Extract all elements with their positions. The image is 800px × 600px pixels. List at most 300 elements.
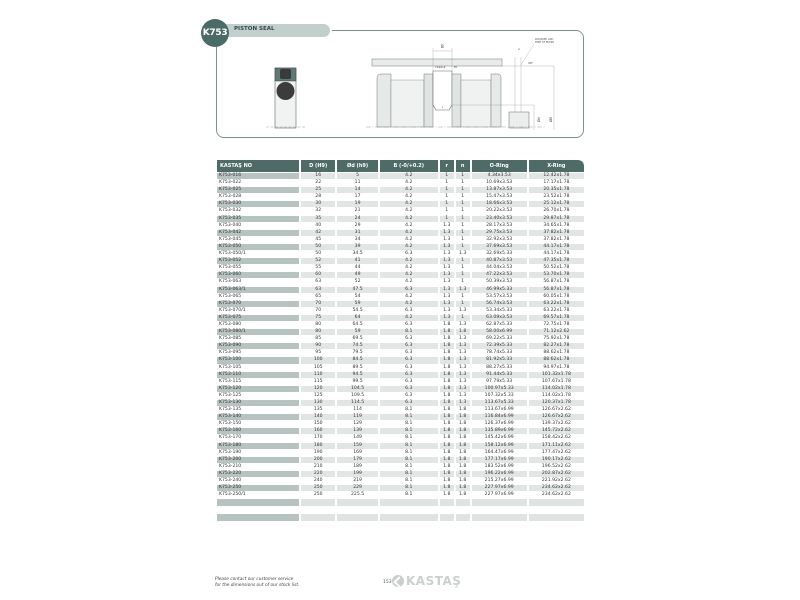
table-cell: 4.2 [380, 279, 438, 285]
table-cell: 1 [456, 194, 470, 200]
table-cell: 6.3 [380, 336, 438, 342]
table-cell: 53.34x5.33 [472, 308, 527, 314]
table-cell: 6.3 [380, 251, 438, 257]
table-cell: 65 [301, 294, 335, 300]
table-cell: K753-170 [217, 435, 299, 441]
table-cell: 69.22x5.33 [472, 336, 527, 342]
table-cell: 95 [301, 350, 335, 356]
table-cell: 1.8 [440, 400, 454, 406]
table-cell: 196.52x2.62 [529, 464, 584, 470]
table-cell: 109.5 [337, 393, 377, 399]
table-cell: 1.3 [440, 237, 454, 243]
table-cell: 202.87x2.62 [529, 471, 584, 477]
table-cell: 4.2 [380, 180, 438, 186]
table-row [217, 443, 584, 449]
table-cell: 250 [301, 492, 335, 498]
table-cell: 1.8 [440, 393, 454, 399]
empty-cell [440, 514, 454, 521]
table-cell: 31 [337, 230, 377, 236]
table-row [217, 230, 584, 236]
table-cell: 1.3 [440, 223, 454, 229]
table-cell: 107.67x1.78 [529, 379, 584, 385]
table-cell: 6.3 [380, 343, 438, 349]
table-cell: 91.44x5.33 [472, 372, 527, 378]
table-cell: K753-035 [217, 216, 299, 222]
table-cell: 39 [337, 244, 377, 250]
table-cell: 1.3 [440, 244, 454, 250]
table-cell: 135.89x6.99 [472, 428, 527, 434]
table-row [217, 315, 584, 321]
table-cell: 22 [301, 180, 335, 186]
table-cell: 100 [301, 357, 335, 363]
table-cell: 63 [301, 287, 335, 293]
table-cell: 20.35x1.78 [529, 187, 584, 193]
table-row [217, 251, 584, 257]
table-cell: 99.5 [337, 379, 377, 385]
table-cell: 135 [301, 407, 335, 413]
table-cell: 104.5 [337, 386, 377, 392]
table-cell: 60.05x1.78 [529, 294, 584, 300]
col-b: B (-0/+0.2) [380, 160, 438, 172]
table-cell: 29 [337, 223, 377, 229]
table-cell: K753-022 [217, 180, 299, 186]
table-cell: 1.8 [440, 428, 454, 434]
table-cell: 59 [337, 329, 377, 335]
table-cell: 1.8 [456, 414, 470, 420]
table-cell: 82.27x1.78 [529, 343, 584, 349]
table-cell: 1.8 [440, 464, 454, 470]
table-cell: K753-075 [217, 315, 299, 321]
table-cell: 1.8 [440, 350, 454, 356]
table-cell: K753-050/1 [217, 251, 299, 257]
table-cell: 129 [337, 421, 377, 427]
table-cell: 28 [301, 194, 335, 200]
table-cell: 1.3 [456, 287, 470, 293]
table-cell: 1.8 [440, 329, 454, 335]
table-cell: 8.1 [380, 457, 438, 463]
table-cell: K753-032 [217, 208, 299, 214]
col-kastas-no: KASTAŞ NO [217, 160, 299, 172]
footer-note [215, 577, 299, 589]
col-n: n [456, 160, 470, 172]
spacer-row [217, 507, 584, 514]
table-cell: 6.3 [380, 322, 438, 328]
table-cell: 53.57x3.53 [472, 294, 527, 300]
table-cell: 69.57x1.78 [529, 315, 584, 321]
table-cell: 1.8 [440, 471, 454, 477]
table-cell: 32.92x3.53 [472, 237, 527, 243]
table-cell: 1.8 [440, 322, 454, 328]
title-bar [222, 24, 330, 37]
table-cell: 1.3 [440, 294, 454, 300]
table-cell: 200 [301, 457, 335, 463]
table-cell: 21 [337, 208, 377, 214]
table-cell: 1.3 [440, 315, 454, 321]
table-cell: 70 [301, 308, 335, 314]
table-cell: K753-065 [217, 294, 299, 300]
table-cell: 45 [301, 237, 335, 243]
table-cell: 34.65x1.78 [529, 223, 584, 229]
table-cell: 6.3 [380, 393, 438, 399]
empty-cell [456, 514, 470, 521]
table-cell: K753-180 [217, 443, 299, 449]
table-cell: 1.3 [456, 386, 470, 392]
table-cell: 23.52x1.78 [529, 194, 584, 200]
table-cell: 1.8 [456, 421, 470, 427]
table-cell: 4.2 [380, 216, 438, 222]
table-cell: 12.42x1.78 [529, 173, 584, 179]
table-cell: 139.37x2.62 [529, 421, 584, 427]
table-cell: 17.17x1.78 [529, 180, 584, 186]
table-cell: 100.97x5.33 [472, 386, 527, 392]
table-cell: 1.8 [440, 435, 454, 441]
table-cell: 180 [301, 443, 335, 449]
table-cell: 234.62x2.62 [529, 485, 584, 491]
table-cell: 234.62x2.62 [529, 492, 584, 498]
table-cell: 215.27x6.99 [472, 478, 527, 484]
table-cell: 8.1 [380, 414, 438, 420]
table-cell: 74.5 [337, 343, 377, 349]
table-row [217, 464, 584, 470]
table-row [217, 223, 584, 229]
table-cell: 44.17x1.78 [529, 251, 584, 257]
table-cell: 114 [337, 407, 377, 413]
table-cell: 1 [456, 180, 470, 186]
table-cell: K753-080/1 [217, 329, 299, 335]
table-cell: 4.2 [380, 315, 438, 321]
table-cell: 28.17x3.53 [472, 223, 527, 229]
table-row [217, 357, 584, 363]
table-cell: 4.34x3.53 [472, 173, 527, 179]
empty-cell [301, 499, 335, 506]
table-cell: 1.8 [440, 357, 454, 363]
table-cell: 1.3 [456, 357, 470, 363]
table-cell: 150 [301, 421, 335, 427]
table-cell: 8.1 [380, 471, 438, 477]
table-cell: 75 [301, 315, 335, 321]
col-oring: O-Ring [472, 160, 527, 172]
table-cell: 6.3 [380, 372, 438, 378]
table-cell: 158.12x6.99 [472, 443, 527, 449]
table-cell: 1.8 [456, 464, 470, 470]
table-cell: 80 [301, 329, 335, 335]
empty-cell [217, 507, 299, 514]
table-cell: 1.3 [456, 343, 470, 349]
table-cell: K753-125 [217, 393, 299, 399]
svg-text:FREE OF BURRS: FREE OF BURRS [535, 41, 555, 44]
table-row [217, 478, 584, 484]
table-cell: 8.1 [380, 421, 438, 427]
table-cell: K753-090 [217, 343, 299, 349]
table-cell: 126.37x6.99 [472, 421, 527, 427]
table-cell: 115 [301, 379, 335, 385]
table-cell: 1.8 [440, 414, 454, 420]
svg-text:30°: 30° [528, 61, 534, 65]
table-cell: 19 [337, 201, 377, 207]
table-cell: 105 [301, 365, 335, 371]
table-cell: 4.2 [380, 230, 438, 236]
table-cell: 101.32x1.78 [529, 372, 584, 378]
table-cell: K753-220 [217, 471, 299, 477]
table-cell: 1.8 [440, 450, 454, 456]
table-body [217, 173, 584, 521]
table-cell: 24 [337, 216, 377, 222]
table-cell: 6.3 [380, 357, 438, 363]
col-od: Ød (h9) [337, 160, 377, 172]
table-cell: 6.3 [380, 400, 438, 406]
groove-housing-drawing [366, 38, 555, 130]
table-cell: 25.12x1.78 [529, 201, 584, 207]
table-cell: 107.32x5.33 [472, 393, 527, 399]
table-cell: 75.92x1.78 [529, 336, 584, 342]
table-row [217, 365, 584, 371]
table-cell: 6.3 [380, 379, 438, 385]
table-cell: 126.67x2.62 [529, 414, 584, 420]
table-cell: 120 [301, 386, 335, 392]
table-row [217, 450, 584, 456]
svg-text:Ød: Ød [537, 117, 541, 122]
empty-cell [337, 507, 377, 514]
table-cell: K753-025 [217, 187, 299, 193]
table-row [217, 279, 584, 285]
brand-name: KASTAŞ [406, 574, 462, 588]
table-cell: 219 [337, 478, 377, 484]
empty-cell [301, 514, 335, 521]
table-cell: 1 [456, 201, 470, 207]
table-cell: 1.3 [440, 251, 454, 257]
table-cell: 227.97x6.99 [472, 485, 527, 491]
col-xring: X-Ring [529, 160, 584, 172]
table-cell: K753-052 [217, 258, 299, 264]
table-cell: 1.8 [440, 343, 454, 349]
table-cell: 52 [337, 279, 377, 285]
table-cell: 47.5 [337, 287, 377, 293]
table-cell: 1 [456, 265, 470, 271]
svg-text:B: B [441, 44, 444, 49]
table-cell: 50.39x3.53 [472, 279, 527, 285]
table-cell: 1.3 [440, 287, 454, 293]
table-cell: K753-100 [217, 357, 299, 363]
table-cell: 1.8 [456, 492, 470, 498]
table-cell: 1 [456, 230, 470, 236]
table-cell: 88.27x5.33 [472, 365, 527, 371]
table-cell: 140 [301, 414, 335, 420]
table-cell: 179 [337, 457, 377, 463]
table-cell: 80 [301, 322, 335, 328]
table-cell: 139 [337, 428, 377, 434]
table-cell: K753-240 [217, 478, 299, 484]
table-cell: K753-085 [217, 336, 299, 342]
table-cell: 8.1 [380, 492, 438, 498]
table-cell: 113.67x5.33 [472, 400, 527, 406]
table-cell: 196.22x6.99 [472, 471, 527, 477]
table-cell: 1.8 [440, 457, 454, 463]
table-cell: 18.66x3.53 [472, 201, 527, 207]
table-cell: 220 [301, 471, 335, 477]
table-cell: 55 [301, 265, 335, 271]
table-cell: K753-050 [217, 244, 299, 250]
brand-logo [392, 574, 461, 588]
table-cell: 35 [301, 216, 335, 222]
table-cell: 1 [456, 315, 470, 321]
table-row [217, 372, 584, 378]
table-cell: 1.8 [440, 443, 454, 449]
table-cell: 81.92x5.33 [472, 357, 527, 363]
table-row [217, 187, 584, 193]
table-cell: K753-190 [217, 450, 299, 456]
svg-text:M: M [454, 65, 457, 69]
table-cell: 56.87x1.78 [529, 279, 584, 285]
empty-cell [337, 514, 377, 521]
table-cell: 1.8 [440, 386, 454, 392]
table-cell: 88.62x1.78 [529, 357, 584, 363]
table-cell: 1 [456, 244, 470, 250]
table-header-row [217, 160, 584, 172]
table-cell: 8.1 [380, 428, 438, 434]
table-cell: 1.3 [440, 230, 454, 236]
table-cell: 4.2 [380, 201, 438, 207]
table-cell: 13.87x3.53 [472, 187, 527, 193]
table-row [217, 428, 584, 434]
table-cell: 84.5 [337, 357, 377, 363]
table-cell: 29.75x3.53 [472, 230, 527, 236]
empty-cell [440, 507, 454, 514]
table-cell: 20.22x3.53 [472, 208, 527, 214]
table-cell: 1.8 [456, 435, 470, 441]
table-row [217, 350, 584, 356]
table-row [217, 294, 584, 300]
table-cell: K753-150 [217, 421, 299, 427]
table-cell: 177.47x2.62 [529, 450, 584, 456]
table-cell: 1.8 [440, 421, 454, 427]
table-cell: 50 [301, 251, 335, 257]
table-cell: 190.17x2.62 [529, 457, 584, 463]
table-cell: 126.67x2.62 [529, 407, 584, 413]
empty-cell [380, 507, 438, 514]
table-row [217, 287, 584, 293]
table-row [217, 308, 584, 314]
table-cell: 44.04x3.53 [472, 265, 527, 271]
table-cell: 6.3 [380, 365, 438, 371]
table-cell: 1 [456, 216, 470, 222]
table-row [217, 407, 584, 413]
table-row [217, 272, 584, 278]
table-row [217, 329, 584, 335]
table-cell: 42 [301, 230, 335, 236]
table-cell: 6.3 [380, 308, 438, 314]
table-cell: 8.1 [380, 329, 438, 335]
table-cell: 1.3 [456, 365, 470, 371]
empty-cell [337, 499, 377, 506]
empty-row [217, 499, 584, 506]
table-cell: K753-120 [217, 386, 299, 392]
table-cell: 1 [456, 208, 470, 214]
table-cell: 1.8 [440, 372, 454, 378]
table-cell: 1.8 [456, 443, 470, 449]
table-cell: 44 [337, 265, 377, 271]
table-cell: 79.5 [337, 350, 377, 356]
table-cell: 8.1 [380, 464, 438, 470]
table-cell: 59 [337, 301, 377, 307]
table-cell: 120.37x1.78 [529, 400, 584, 406]
table-cell: 1.3 [440, 258, 454, 264]
table-cell: 4.2 [380, 223, 438, 229]
table-cell: K753-042 [217, 230, 299, 236]
table-cell: 250 [301, 485, 335, 491]
table-cell: 52 [301, 258, 335, 264]
table-cell: 158.42x2.62 [529, 435, 584, 441]
table-cell: 1 [456, 237, 470, 243]
table-cell: K753-250/1 [217, 492, 299, 498]
table-cell: 90 [301, 343, 335, 349]
table-cell: 114.5 [337, 400, 377, 406]
table-cell: 1.8 [440, 492, 454, 498]
table-cell: 97.79x5.33 [472, 379, 527, 385]
table-cell: 8.1 [380, 485, 438, 491]
table-cell: 41 [337, 258, 377, 264]
table-cell: 63.09x3.53 [472, 315, 527, 321]
table-cell: 60 [301, 272, 335, 278]
table-cell: 210 [301, 464, 335, 470]
product-code: K753 [202, 28, 228, 38]
table-cell: 1 [456, 301, 470, 307]
table-cell: 1.8 [440, 379, 454, 385]
table-cell: 190 [301, 450, 335, 456]
table-cell: 85 [301, 336, 335, 342]
footer-note-line1: Please contact our customer service [215, 577, 294, 582]
table-cell: 1.8 [456, 329, 470, 335]
table-cell: K753-063 [217, 279, 299, 285]
table-cell: 50 [301, 244, 335, 250]
seal-cross-section-icon [266, 68, 306, 128]
empty-cell [440, 499, 454, 506]
table-row [217, 435, 584, 441]
table-cell: 1.8 [456, 478, 470, 484]
table-cell: 114.02x1.78 [529, 393, 584, 399]
table-cell: 1 [440, 216, 454, 222]
table-row [217, 180, 584, 186]
table-cell: 16 [301, 173, 335, 179]
table-row [217, 258, 584, 264]
table-cell: 1.3 [440, 265, 454, 271]
table-cell: K753-070/1 [217, 308, 299, 314]
table-cell: 164.47x6.99 [472, 450, 527, 456]
table-cell: 94.5 [337, 372, 377, 378]
table-cell: 4.2 [380, 194, 438, 200]
table-cell: 53.70x1.78 [529, 272, 584, 278]
table-cell: K753-040 [217, 223, 299, 229]
table-cell: 1.3 [440, 301, 454, 307]
empty-cell [472, 499, 527, 506]
product-title: PISTON SEAL [234, 26, 275, 32]
table-cell: 227.97x6.99 [472, 492, 527, 498]
table-row [217, 336, 584, 342]
table-cell: K753-210 [217, 464, 299, 470]
table-cell: 225.5 [337, 492, 377, 498]
table-cell: 17 [337, 194, 377, 200]
table-cell: 125 [301, 393, 335, 399]
table-cell: 1.8 [440, 485, 454, 491]
footer-note-line2: for the dimensions out of our stock list. [215, 583, 300, 588]
table-cell: 145.72x2.62 [529, 428, 584, 434]
table-cell: 4.2 [380, 187, 438, 193]
table-cell: 40 [301, 223, 335, 229]
table-cell: 1.8 [456, 450, 470, 456]
empty-cell [380, 514, 438, 521]
table-cell: K753-080 [217, 322, 299, 328]
table-cell: 8.1 [380, 478, 438, 484]
table-cell: 1 [456, 258, 470, 264]
